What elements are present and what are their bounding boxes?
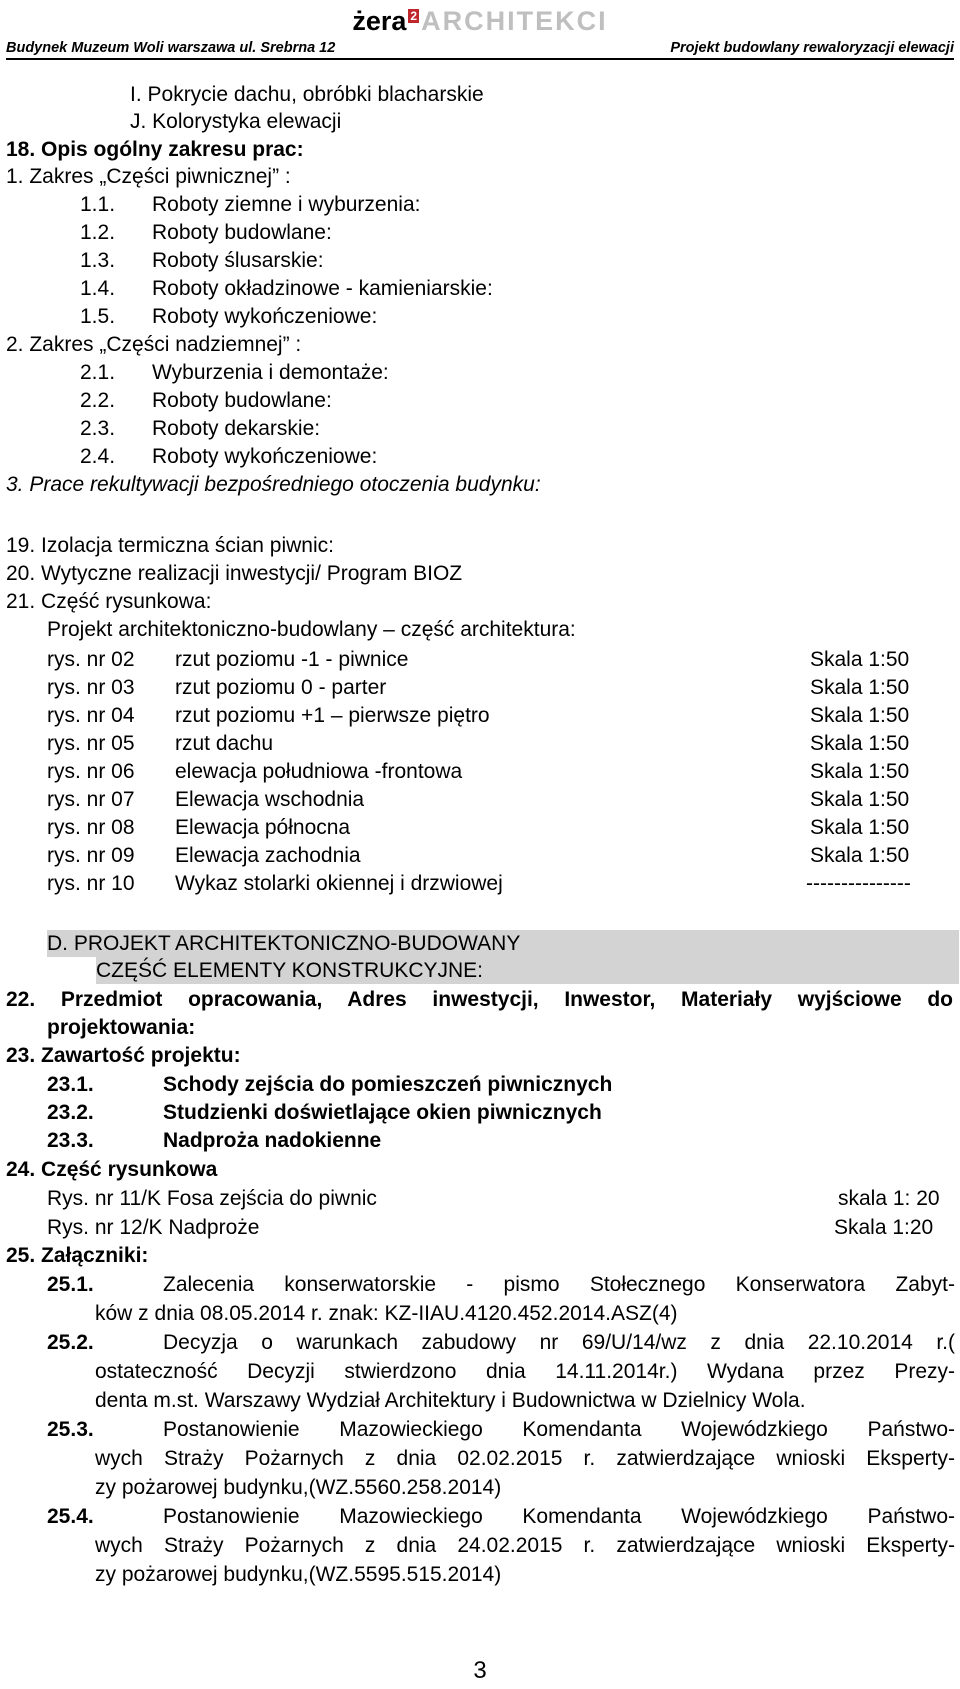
company-logo [0, 8, 960, 35]
drawing-name: rzut poziomu 0 - parter [175, 676, 387, 699]
list-item-number: 23.3. [47, 1129, 94, 1152]
section-21-title: 21. Część rysunkowa: [6, 590, 212, 613]
section-18-part-2: 2. Zakres „Części nadziemnej” : [6, 333, 302, 356]
attachment-line: zy pożarowej budynku,(WZ.5595.515.2014) [95, 1563, 502, 1586]
list-item-number: 2.1. [80, 361, 116, 384]
drawing-scale: Skala 1:50 [810, 788, 910, 811]
drawing-scale: Skala 1:50 [810, 676, 910, 699]
drawing-number: rys. nr 10 [47, 872, 135, 895]
section-25-title: 25. Załączniki: [6, 1244, 149, 1267]
drawing-scale: Skala 1:50 [810, 816, 910, 839]
list-item-number: 1.4. [80, 277, 116, 300]
list-item-number: 1.3. [80, 249, 116, 272]
section-21-subtitle: Projekt architektoniczno-budowlany – część architektura: [47, 618, 576, 641]
attachment-text [95, 1270, 955, 1328]
attachment-line: Decyzja o warunkach zabudowy nr 69/U/14/wz z dnia 22.10.2014 r.( [163, 1331, 955, 1354]
list-item-text: Roboty okładzinowe - kamieniarskie: [152, 277, 493, 300]
header-project-title: Projekt budowlany rewaloryzacji elewacji [670, 40, 954, 56]
attachment-number: 25.2. [47, 1331, 94, 1354]
drawing-scale: Skala 1:50 [810, 732, 910, 755]
header-project-address: Budynek Muzeum Woli warszawa ul. Srebrna 12 [6, 40, 336, 56]
attachment-line: Zalecenia konserwatorskie - pismo Stołecznego Konserwatora Zabyt- [163, 1273, 955, 1296]
attachment-line: Postanowienie Mazowieckiego Komendanta Wojewódzkiego Państwo- [163, 1418, 955, 1441]
drawing-number: rys. nr 04 [47, 704, 135, 727]
drawing-number: rys. nr 03 [47, 676, 135, 699]
section-d-title: D. PROJEKT ARCHITEKTONICZNO-BUDOWANY [47, 932, 521, 955]
drawing-scale: skala 1: 20 [838, 1187, 940, 1210]
drawing-name: Rys. nr 12/K Nadproże [47, 1216, 260, 1239]
section-18-part-1: 1. Zakres „Części piwnicznej” : [6, 165, 291, 188]
document-header [6, 38, 954, 60]
list-item-text: Roboty ziemne i wyburzenia: [152, 193, 421, 216]
drawing-number: rys. nr 09 [47, 844, 135, 867]
drawing-number: rys. nr 06 [47, 760, 135, 783]
list-item-text: Roboty budowlane: [152, 221, 332, 244]
logo-brand-text: ARCHITEKCI [421, 6, 608, 36]
section-18-title: 18. Opis ogólny zakresu prac: [6, 138, 304, 161]
list-item-text: Roboty budowlane: [152, 389, 332, 412]
drawing-number: rys. nr 07 [47, 788, 135, 811]
toc-item-j: J. Kolorystyka elewacji [130, 110, 342, 133]
list-item-number: 2.3. [80, 417, 116, 440]
list-item-number: 2.2. [80, 389, 116, 412]
drawing-number: rys. nr 02 [47, 648, 135, 671]
drawing-name: elewacja południowa -frontowa [175, 760, 463, 783]
attachment-number: 25.1. [47, 1273, 94, 1296]
section-d-subtitle: CZĘŚĆ ELEMENTY KONSTRUKCYJNE: [96, 959, 484, 982]
drawing-name: rzut poziomu -1 - piwnice [175, 648, 409, 671]
list-item-number: 2.4. [80, 445, 116, 468]
section-22-title-cont: projektowania: [47, 1016, 196, 1039]
drawing-number: rys. nr 08 [47, 816, 135, 839]
attachment-line: wych Straży Pożarnych z dnia 24.02.2015 r. zatwierdzające wnioski Eksperty- [95, 1534, 955, 1557]
drawing-scale: --------------- [806, 872, 911, 895]
drawing-name: rzut poziomu +1 – pierwsze piętro [175, 704, 490, 727]
list-item-number: 23.1. [47, 1073, 94, 1096]
drawing-name: Elewacja zachodnia [175, 844, 361, 867]
logo-superscript: 2 [410, 9, 418, 23]
drawing-name: Elewacja wschodnia [175, 788, 365, 811]
drawing-scale: Skala 1:50 [810, 760, 910, 783]
list-item-text: Nadproża nadokienne [163, 1129, 382, 1152]
attachment-line: zy pożarowej budynku,(WZ.5560.258.2014) [95, 1476, 502, 1499]
logo-main-text: żera [352, 6, 407, 36]
drawing-name: rzut dachu [175, 732, 274, 755]
attachment-number: 25.3. [47, 1418, 94, 1441]
drawing-name: Wykaz stolarki okiennej i drzwiowej [175, 872, 503, 895]
attachment-line: ków z dnia 08.05.2014 r. znak: KZ-IIAU.4120.452.2014.ASZ(4) [95, 1302, 678, 1325]
drawing-scale: Skala 1:20 [834, 1216, 934, 1239]
attachment-text [95, 1502, 955, 1589]
section-18-part-3: 3. Prace rekultywacji bezpośredniego otoczenia budynku: [6, 473, 541, 496]
list-item-number: 23.2. [47, 1101, 94, 1124]
page-number: 3 [473, 1657, 487, 1684]
attachment-number: 25.4. [47, 1505, 94, 1528]
drawing-name: Rys. nr 11/K Fosa zejścia do piwnic [47, 1187, 377, 1210]
list-item-text: Roboty dekarskie: [152, 417, 321, 440]
drawing-scale: Skala 1:50 [810, 648, 910, 671]
drawing-scale: Skala 1:50 [810, 844, 910, 867]
list-item-number: 1.2. [80, 221, 116, 244]
list-item-number: 1.1. [80, 193, 116, 216]
attachment-text [95, 1415, 955, 1502]
attachment-text [95, 1328, 955, 1415]
section-24-title: 24. Część rysunkowa [6, 1158, 218, 1181]
list-item-text: Schody zejścia do pomieszczeń piwnicznych [163, 1073, 613, 1096]
drawing-scale: Skala 1:50 [810, 704, 910, 727]
section-22-title: 22. Przedmiot opracowania, Adres inwestycji, Inwestor, Materiały wyjściowe do [6, 988, 953, 1011]
attachment-line: Postanowienie Mazowieckiego Komendanta Wojewódzkiego Państwo- [163, 1505, 955, 1528]
drawing-number: rys. nr 05 [47, 732, 135, 755]
list-item-text: Studzienki doświetlające okien piwnicznych [163, 1101, 602, 1124]
drawing-name: Elewacja północna [175, 816, 351, 839]
list-item-number: 1.5. [80, 305, 116, 328]
list-item-text: Roboty ślusarskie: [152, 249, 324, 272]
attachment-line: denta m.st. Warszawy Wydział Architektury i Budownictwa w Dzielnicy Wola. [95, 1389, 806, 1412]
list-item-text: Roboty wykończeniowe: [152, 305, 378, 328]
toc-item-i: I. Pokrycie dachu, obróbki blacharskie [130, 83, 484, 106]
section-19-title: 19. Izolacja termiczna ścian piwnic: [6, 534, 334, 557]
list-item-text: Roboty wykończeniowe: [152, 445, 378, 468]
list-item-text: Wyburzenia i demontaże: [152, 361, 389, 384]
attachment-line: wych Straży Pożarnych z dnia 02.02.2015 r. zatwierdzające wnioski Eksperty- [95, 1447, 955, 1470]
section-23-title: 23. Zawartość projektu: [6, 1044, 241, 1067]
attachment-line: ostateczność Decyzji stwierdzono dnia 14.11.2014r.) Wydana przez Prezy- [95, 1360, 955, 1383]
section-20-title: 20. Wytyczne realizacji inwestycji/ Program BIOZ [6, 562, 463, 585]
